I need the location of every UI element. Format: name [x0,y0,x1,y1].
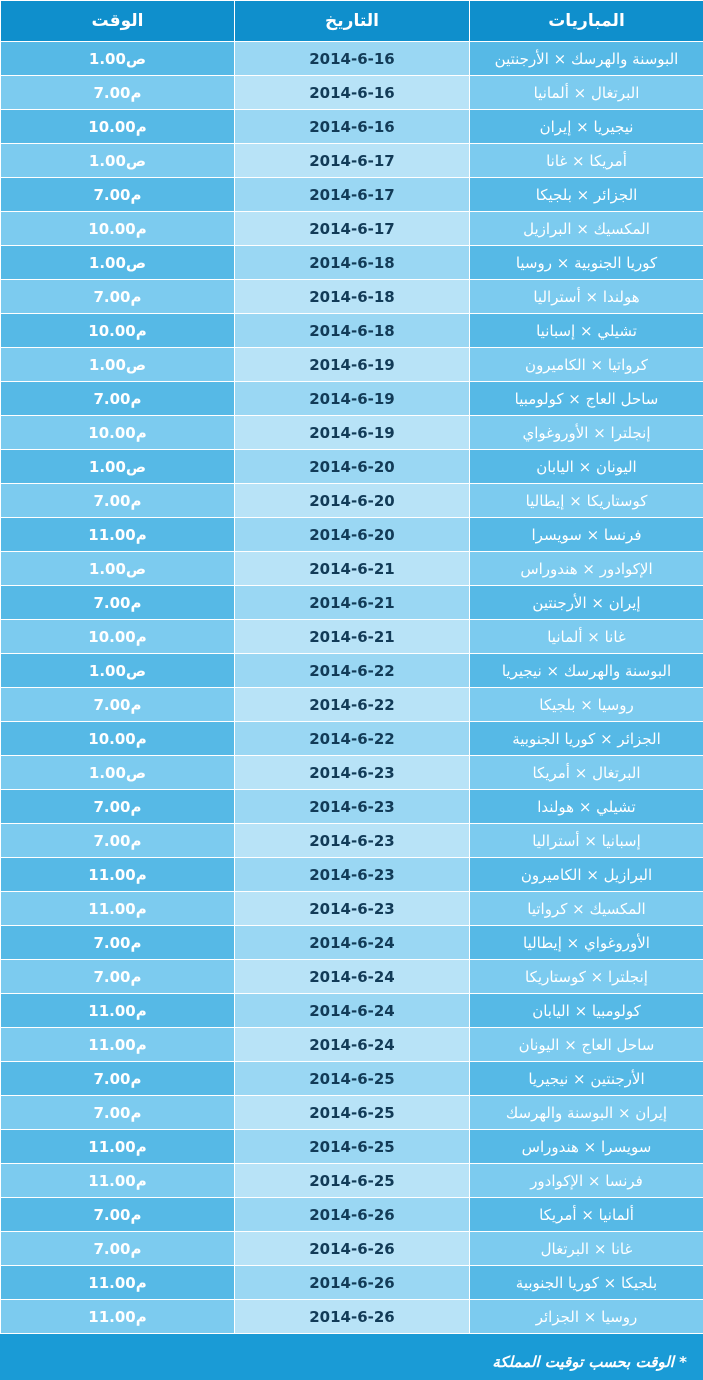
match-time: 7.00م [1,926,235,960]
table-row [1,1062,703,1096]
table-row [1,484,703,518]
match-date: 2014-6-22 [235,654,470,688]
match-teams: البوسنة والهرسك × نيجيريا [470,654,703,688]
match-teams: الأرجنتين × نيجيريا [470,1062,703,1096]
match-date: 2014-6-20 [235,450,470,484]
table-row [1,654,703,688]
match-date: 2014-6-16 [235,42,470,76]
match-time: 7.00م [1,178,235,212]
table-row [1,824,703,858]
match-date: 2014-6-25 [235,1062,470,1096]
table-row [1,416,703,450]
match-time: 11.00م [1,1130,235,1164]
match-teams: إنجلترا × كوستاريكا [470,960,703,994]
match-time: 11.00م [1,994,235,1028]
match-teams: غانا × ألمانيا [470,620,703,654]
table-row [1,586,703,620]
table-row [1,892,703,926]
match-time: 11.00م [1,1164,235,1198]
match-teams: غانا × البرتغال [470,1232,703,1266]
table-row [1,688,703,722]
match-date: 2014-6-24 [235,960,470,994]
schedule-body [1,42,703,1334]
match-time: 7.00م [1,484,235,518]
match-date: 2014-6-21 [235,552,470,586]
match-date: 2014-6-21 [235,586,470,620]
match-time: 11.00م [1,1028,235,1062]
table-row [1,280,703,314]
match-time: 10.00م [1,314,235,348]
match-teams: فرنسا × سويسرا [470,518,703,552]
header-time: الوقت [1,1,235,42]
match-date: 2014-6-18 [235,314,470,348]
match-date: 2014-6-23 [235,756,470,790]
match-time: 1.00ص [1,246,235,280]
match-date: 2014-6-19 [235,382,470,416]
match-teams: كوستاريكا × إيطاليا [470,484,703,518]
match-time: 10.00م [1,110,235,144]
table-row [1,994,703,1028]
match-teams: الجزائر × كوريا الجنوبية [470,722,703,756]
match-teams: ساحل العاج × كولومبيا [470,382,703,416]
match-date: 2014-6-26 [235,1266,470,1300]
match-date: 2014-6-20 [235,518,470,552]
match-date: 2014-6-23 [235,858,470,892]
table-row [1,1232,703,1266]
match-time: 7.00م [1,1198,235,1232]
match-date: 2014-6-23 [235,824,470,858]
match-date: 2014-6-18 [235,280,470,314]
match-date: 2014-6-26 [235,1300,470,1334]
match-teams: اليونان × اليابان [470,450,703,484]
header-matches: المباريات [470,1,703,42]
match-time: 7.00م [1,790,235,824]
match-teams: فرنسا × الإكوادور [470,1164,703,1198]
match-teams: سويسرا × هندوراس [470,1130,703,1164]
match-time: 7.00م [1,1096,235,1130]
match-time: 10.00م [1,416,235,450]
table-row [1,620,703,654]
table-row [1,382,703,416]
match-teams: كوريا الجنوبية × روسيا [470,246,703,280]
table-row [1,212,703,246]
table-row [1,178,703,212]
match-time: 1.00ص [1,450,235,484]
match-teams: الأوروغواي × إيطاليا [470,926,703,960]
match-date: 2014-6-25 [235,1096,470,1130]
match-date: 2014-6-26 [235,1198,470,1232]
match-date: 2014-6-21 [235,620,470,654]
match-time: 7.00م [1,1232,235,1266]
match-date: 2014-6-23 [235,790,470,824]
header-row [1,1,703,42]
match-time: 7.00م [1,76,235,110]
match-time: 1.00ص [1,756,235,790]
match-time: 7.00م [1,824,235,858]
table-row [1,518,703,552]
match-time: 11.00م [1,518,235,552]
match-date: 2014-6-19 [235,348,470,382]
match-teams: تشيلي × هولندا [470,790,703,824]
match-date: 2014-6-16 [235,76,470,110]
match-teams: إيران × الأرجنتين [470,586,703,620]
table-row [1,110,703,144]
match-time: 7.00م [1,960,235,994]
match-teams: روسيا × الجزائر [470,1300,703,1334]
match-teams: المكسيك × البرازيل [470,212,703,246]
match-time: 1.00ص [1,348,235,382]
match-time: 7.00م [1,586,235,620]
match-teams: الجزائر × بلجيكا [470,178,703,212]
match-time: 1.00ص [1,144,235,178]
table-row [1,1164,703,1198]
match-time: 11.00م [1,892,235,926]
table-row [1,314,703,348]
header-date: التاريخ [235,1,470,42]
match-time: 10.00م [1,722,235,756]
table-row [1,76,703,110]
match-date: 2014-6-17 [235,212,470,246]
match-teams: كولومبيا × اليابان [470,994,703,1028]
match-date: 2014-6-16 [235,110,470,144]
match-teams: ألمانيا × أمريكا [470,1198,703,1232]
match-time: 7.00م [1,382,235,416]
match-date: 2014-6-17 [235,144,470,178]
match-date: 2014-6-24 [235,1028,470,1062]
match-teams: نيجيريا × إيران [470,110,703,144]
table-row [1,1300,703,1334]
table-row [1,1130,703,1164]
match-date: 2014-6-26 [235,1232,470,1266]
match-teams: الإكوادور × هندوراس [470,552,703,586]
match-teams: البرتغال × أمريكا [470,756,703,790]
table-row [1,552,703,586]
match-teams: إيران × البوسنة والهرسك [470,1096,703,1130]
table-row [1,926,703,960]
table-row [1,790,703,824]
table-row [1,1198,703,1232]
timezone-footnote: * الوقت بحسب توقيت المملكة [492,1353,687,1371]
table-row [1,756,703,790]
match-teams: هولندا × أستراليا [470,280,703,314]
match-time: 11.00م [1,1300,235,1334]
table-row [1,1096,703,1130]
match-time: 7.00م [1,688,235,722]
match-time: 10.00م [1,212,235,246]
match-teams: بلجيكا × كوريا الجنوبية [470,1266,703,1300]
match-teams: ساحل العاج × اليونان [470,1028,703,1062]
match-time: 11.00م [1,1266,235,1300]
match-teams: روسيا × بلجيكا [470,688,703,722]
match-date: 2014-6-20 [235,484,470,518]
match-date: 2014-6-18 [235,246,470,280]
table-row [1,960,703,994]
match-teams: كرواتيا × الكاميرون [470,348,703,382]
match-teams: البرتغال × ألمانيا [470,76,703,110]
match-teams: المكسيك × كرواتيا [470,892,703,926]
match-date: 2014-6-17 [235,178,470,212]
table-row [1,858,703,892]
match-date: 2014-6-23 [235,892,470,926]
match-time: 1.00ص [1,552,235,586]
match-date: 2014-6-24 [235,994,470,1028]
match-teams: البوسنة والهرسك × الأرجنتين [470,42,703,76]
match-time: 10.00م [1,620,235,654]
match-time: 7.00م [1,1062,235,1096]
match-time: 1.00ص [1,654,235,688]
match-teams: إنجلترا × الأوروغواي [470,416,703,450]
match-date: 2014-6-22 [235,688,470,722]
table-row [1,246,703,280]
table-row [1,722,703,756]
match-time: 1.00ص [1,42,235,76]
match-date: 2014-6-19 [235,416,470,450]
match-time: 11.00م [1,858,235,892]
match-date: 2014-6-25 [235,1130,470,1164]
match-teams: البرازيل × الكاميرون [470,858,703,892]
match-time: 7.00م [1,280,235,314]
match-date: 2014-6-24 [235,926,470,960]
match-teams: تشيلي × إسبانيا [470,314,703,348]
match-teams: إسبانيا × أستراليا [470,824,703,858]
table-row [1,1266,703,1300]
table-row [1,348,703,382]
table-row [1,450,703,484]
match-teams: أمريكا × غانا [470,144,703,178]
table-row [1,144,703,178]
match-date: 2014-6-22 [235,722,470,756]
match-date: 2014-6-25 [235,1164,470,1198]
table-row [1,1028,703,1062]
table-row [1,42,703,76]
